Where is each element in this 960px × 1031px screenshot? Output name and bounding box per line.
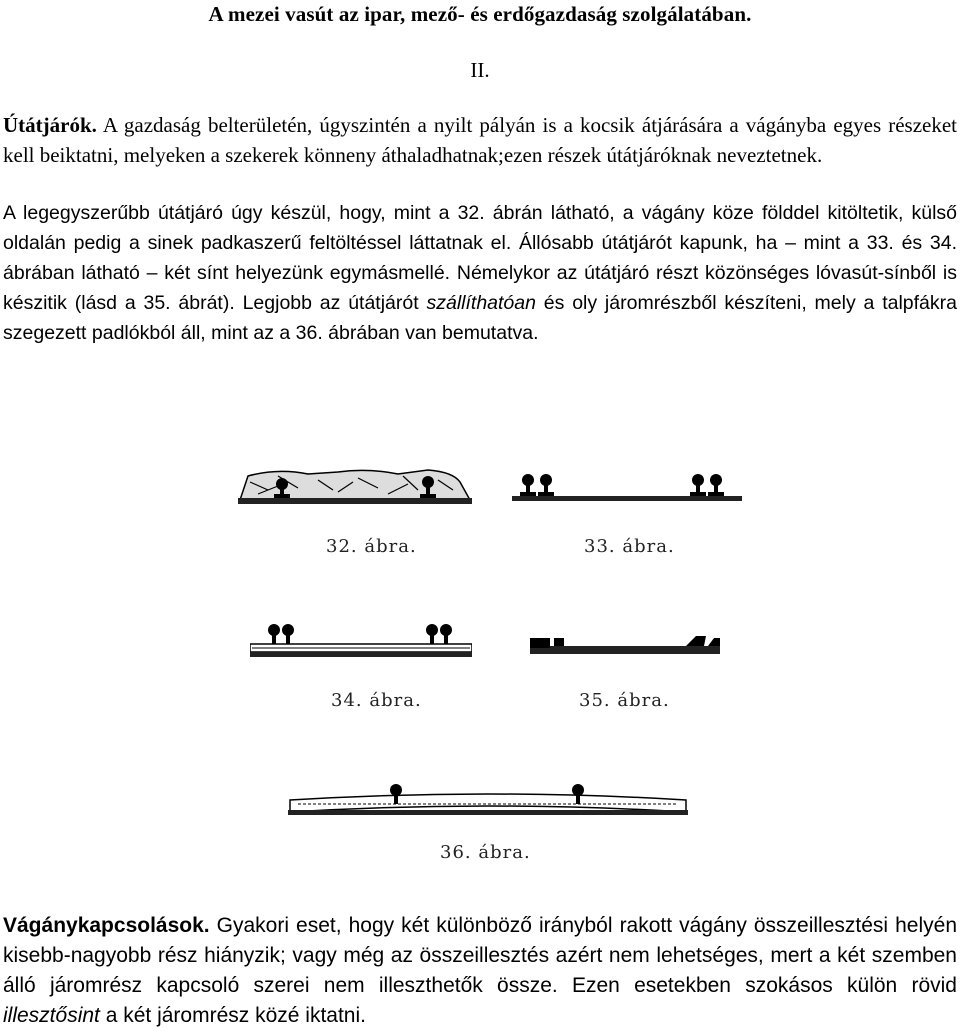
- figure-32-illustration: [238, 460, 472, 508]
- paragraph-text: a két járomrész közé iktatni.: [99, 1004, 366, 1027]
- paragraph-text: és oly járomrészből készíteni, mely a talpfákra szegezett padlókból áll, mint az a 36. ábrában van bemutatva.: [3, 292, 957, 344]
- figure-36-illustration: [288, 778, 688, 818]
- paragraph-crossings: [3, 198, 957, 348]
- italic-term: szállíthatóan: [426, 292, 536, 314]
- figure-34-illustration: [250, 618, 472, 662]
- figure-34-caption: 34. ábra.: [331, 690, 422, 711]
- paragraph-text: Gyakori eset, hogy két különböző irányból rakott vágány összeillesztési helyén kisebb-nagyobb rész hiányzik; vagy még az összeillesztés azért nem lehetséges, mert a két szemben álló járomrész kapcsoló szerei nem illeszthetők össze. Ezen esetekben szokásos külön rövid: [3, 914, 957, 997]
- figure-35-illustration: [530, 630, 720, 660]
- figure-33-illustration: [512, 466, 742, 506]
- paragraph-heading: Vágánykapcsolások.: [3, 914, 210, 937]
- paragraph-heading: Útátjárók.: [3, 113, 97, 137]
- figure-36-caption: 36. ábra.: [440, 842, 531, 863]
- paragraph-utatjarok: [3, 110, 957, 170]
- paragraph-text: A legegyszerűbb útátjáró úgy készül, hogy, mint a 32. ábrán látható, a vágány köze földdel kitöltetik, külső oldalán pedig a sinek padkaszerű feltöltéssel láttatnak el. Állósabb útátjárót kapunk, ha – mint a 33. és 34. ábrában látható – két sínt helyezünk egymásmellé. Némelykor az útátjáró részt közönséges lóvasút-sínből is készitik (lásd a 35. ábrát). Legjobb az útátjárót: [3, 202, 957, 314]
- paragraph-vagannykapcsolasok: [3, 911, 957, 1031]
- paragraph-text: A gazdaság belterületén, úgyszintén a nyilt pályán is a kocsik átjárására a vágányba egyes részeket kell beiktatni, melyeken a szekerek könneny áthaladhatnak;ezen részek útátjáróknak neveztetnek.: [3, 113, 957, 167]
- document-title: A mezei vasút az ipar, mező- és erdőgazdaság szolgálatában.: [208, 2, 752, 26]
- italic-term: illesztősint: [3, 1004, 100, 1027]
- figure-35-caption: 35. ábra.: [579, 690, 670, 711]
- figure-33-caption: 33. ábra.: [584, 536, 675, 557]
- section-number: II.: [470, 58, 490, 82]
- figure-32-caption: 32. ábra.: [326, 536, 417, 557]
